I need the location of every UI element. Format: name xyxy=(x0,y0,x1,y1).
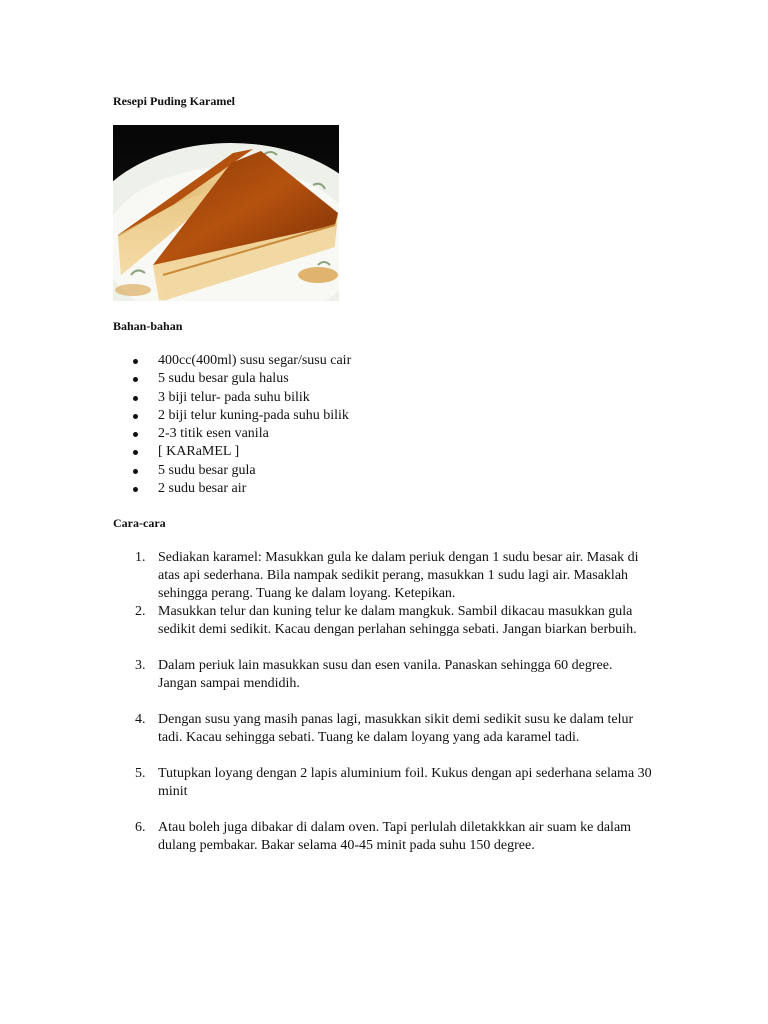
step-item xyxy=(113,603,653,639)
step-number: 4. xyxy=(135,712,146,727)
steps-heading: Cara-cara xyxy=(113,516,166,530)
list-item: 5 sudu besar gula halus xyxy=(113,370,351,388)
recipe-title: Resepi Puding Karamel xyxy=(113,94,235,108)
step-item xyxy=(113,765,653,801)
step-text: Sediakan karamel: Masukkan gula ke dalam periuk dengan 1 sudu besar air. Masak di atas api sederhana. Bila nampak sedikit perang, masukkan 1 sudu lagi air. Masaklah sehingga perang. Tuang ke dalam loyang. Ketepikan. xyxy=(158,550,639,601)
step-item xyxy=(113,711,653,747)
step-item xyxy=(113,819,653,855)
step-text: Atau boleh juga dibakar di dalam oven. Tapi perlulah diletakkkan air suam ke dalam dulang pembakar. Bakar selama 40-45 minit pada suhu 150 degree. xyxy=(158,820,632,853)
step-text: Masukkan telur dan kuning telur ke dalam mangkuk. Sambil dikacau masukkan gula sedikit demi sedikit. Kacau dengan perlahan sehingga sebati. Jangan biarkan berbuih. xyxy=(158,604,637,637)
step-number: 2. xyxy=(135,604,146,619)
step-text: Tutupkan loyang dengan 2 lapis aluminium foil. Kukus dengan api sederhana selama 30 minit xyxy=(158,766,652,799)
list-item: 5 sudu besar gula xyxy=(113,462,351,480)
list-item: 2-3 titik esen vanila xyxy=(113,425,351,443)
list-item: 3 biji telur- pada suhu bilik xyxy=(113,389,351,407)
list-item: 2 biji telur kuning-pada suhu bilik xyxy=(113,407,351,425)
step-number: 5. xyxy=(135,766,146,781)
step-number: 3. xyxy=(135,658,146,673)
list-item: 400cc(400ml) susu segar/susu cair xyxy=(113,352,351,370)
pudding-photo xyxy=(113,125,339,301)
step-item xyxy=(113,657,653,693)
ingredients-list xyxy=(113,352,351,498)
list-item: 2 sudu besar air xyxy=(113,480,351,498)
step-item xyxy=(113,549,653,603)
list-item: [ KARaMEL ] xyxy=(113,443,351,461)
ingredients-heading: Bahan-bahan xyxy=(113,319,183,333)
step-number: 6. xyxy=(135,820,146,835)
step-text: Dalam periuk lain masukkan susu dan esen vanila. Panaskan sehingga 60 degree. Jangan sampai mendidih. xyxy=(158,658,613,691)
step-number: 1. xyxy=(135,550,146,565)
step-text: Dengan susu yang masih panas lagi, masukkan sikit demi sedikit susu ke dalam telur tadi. Kacau sehingga sebati. Tuang ke dalam loyang yang ada karamel tadi. xyxy=(158,712,634,745)
steps-list xyxy=(113,549,653,855)
